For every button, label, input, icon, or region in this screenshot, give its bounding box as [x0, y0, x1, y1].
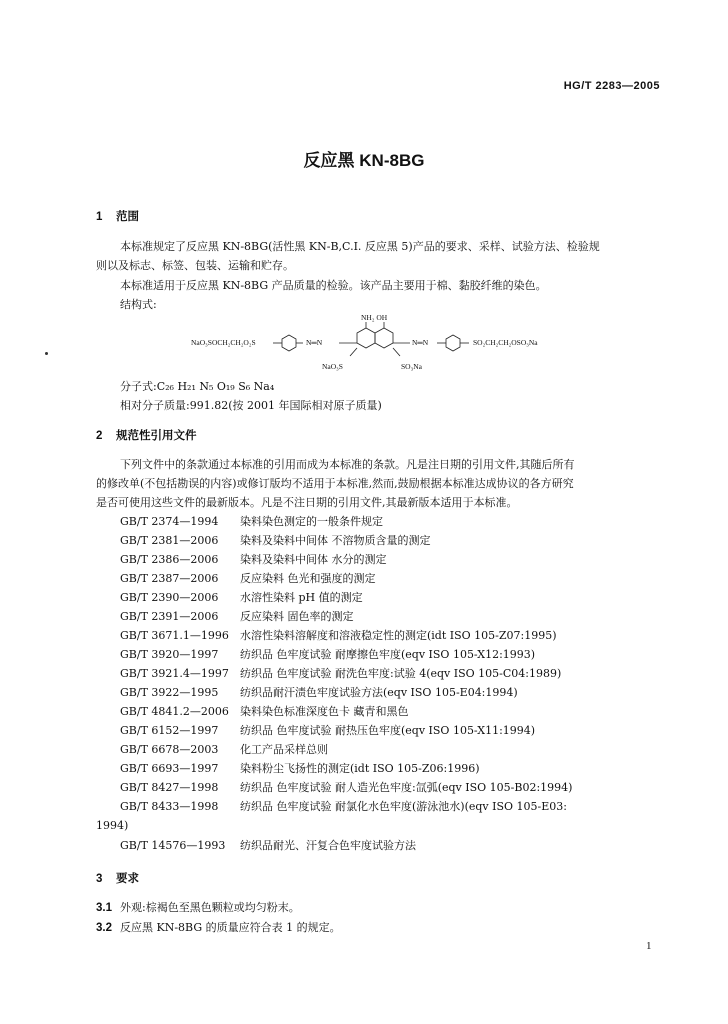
- paragraph: 下列文件中的条款通过本标准的引用而成为本标准的条款。凡是注日期的引用文件,其随后所有: [120, 458, 575, 471]
- section-number: 3: [96, 873, 103, 885]
- naphthalene-ring-b: [375, 328, 393, 348]
- paragraph: 的修改单(不包括勘误的内容)或修订版均不适用于本标准,然而,鼓励根据本标准达成协议的各方研究: [96, 477, 574, 490]
- top-group: NH₂ OH: [361, 313, 388, 322]
- reference-code: GB/T 2374—1994: [120, 515, 219, 528]
- reference-item: [120, 588, 363, 607]
- reference-title: 染料染色测定的一般条件规定: [240, 515, 383, 528]
- reference-title: 染料及染料中间体 水分的测定: [240, 553, 387, 566]
- left-group: NaO₃SOCH₂CH₂O₂S: [191, 338, 256, 347]
- reference-title: 染料染色标准深度色卡 藏青和黑色: [240, 705, 409, 718]
- benzene-ring-right: [446, 335, 460, 351]
- reference-item: [120, 626, 557, 645]
- reference-item: [120, 645, 535, 664]
- azo-bond-left: N═N: [306, 338, 323, 347]
- section-2-heading: [96, 427, 197, 443]
- benzene-ring-left: [282, 335, 296, 351]
- paragraph: 则以及标志、标签、包装、运输和贮存。: [96, 259, 294, 272]
- reference-title: 纺织品 色牢度试验 耐氯化水色牢度(游泳池水)(eqv ISO 105-E03:: [240, 800, 567, 813]
- reference-title: 水溶性染料 pH 值的测定: [240, 591, 363, 604]
- reference-code: GB/T 2386—2006: [120, 553, 219, 566]
- reference-code: GB/T 8427—1998: [120, 781, 219, 794]
- reference-item: [120, 797, 567, 816]
- reference-code: GB/T 3921.4—1997: [120, 667, 229, 680]
- bottom-right-group: SO₃Na: [401, 362, 422, 371]
- section-title: 要求: [116, 873, 139, 885]
- section-3-heading: [96, 870, 139, 886]
- bottom-left-group: NaO₃S: [322, 362, 343, 371]
- reference-title: 水溶性染料溶解度和溶液稳定性的测定(idt ISO 105-Z07:1995): [240, 629, 557, 642]
- reference-code: GB/T 8433—1998: [120, 800, 219, 813]
- section-title: 规范性引用文件: [116, 430, 197, 442]
- clause-number: 3.1: [96, 902, 112, 914]
- reference-title: 纺织品耐汗渍色牢度试验方法(eqv ISO 105-E04:1994): [240, 686, 518, 699]
- reference-code: GB/T 3671.1—1996: [120, 629, 229, 642]
- reference-code: GB/T 3922—1995: [120, 686, 219, 699]
- standard-number: HG/T 2283—2005: [563, 80, 660, 92]
- reference-item: [120, 607, 354, 626]
- reference-item: [120, 683, 518, 702]
- section-number: 2: [96, 430, 103, 442]
- reference-continuation: 1994): [96, 819, 129, 832]
- clause-text: 反应黑 KN-8BG 的质量应符合表 1 的规定。: [120, 921, 341, 934]
- reference-item: [120, 569, 376, 588]
- clause-number: 3.2: [96, 922, 112, 934]
- reference-item: [120, 836, 416, 855]
- paragraph: 是否可使用这些文件的最新版本。凡是不注日期的引用文件,其最新版本适用于本标准。: [96, 496, 518, 509]
- reference-code: GB/T 2387—2006: [120, 572, 219, 585]
- structure-label: 结构式:: [120, 298, 157, 311]
- reference-item: [120, 702, 409, 721]
- reference-title: 纺织品 色牢度试验 耐摩擦色牢度(eqv ISO 105-X12:1993): [240, 648, 536, 661]
- reference-title: 纺织品 色牢度试验 耐洗色牢度:试验 4(eqv ISO 105-C04:1989): [240, 667, 562, 680]
- reference-title: 纺织品 色牢度试验 耐热压色牢度(eqv ISO 105-X11:1994): [240, 724, 536, 737]
- reference-item: [120, 740, 328, 759]
- reference-code: GB/T 6693—1997: [120, 762, 219, 775]
- clause-text: 外观:棕褐色至黑色颗粒或均匀粉末。: [120, 901, 300, 914]
- paragraph: 本标准规定了反应黑 KN-8BG(活性黑 KN-B,C.I. 反应黑 5)产品的要求、采样、试验方法、检验规: [120, 240, 600, 253]
- clause-item: [96, 918, 341, 938]
- reference-item: [120, 778, 572, 797]
- reference-code: GB/T 2391—2006: [120, 610, 219, 623]
- structural-formula: [185, 310, 585, 380]
- reference-code: GB/T 14576—1993: [120, 839, 226, 852]
- reference-title: 染料粉尘飞扬性的测定(idt ISO 105-Z06:1996): [240, 762, 480, 775]
- reference-title: 化工产品采样总则: [240, 743, 328, 756]
- page-number: 1: [646, 940, 652, 952]
- reference-code: GB/T 3920—1997: [120, 648, 219, 661]
- section-1-heading: [96, 208, 139, 224]
- reference-item: [120, 759, 480, 778]
- reference-item: [120, 550, 387, 569]
- right-group: SO₂CH₂CH₂OSO₃Na: [473, 338, 538, 347]
- naphthalene-ring-a: [357, 328, 375, 348]
- scan-dot: [45, 352, 48, 355]
- reference-item: [120, 664, 561, 683]
- reference-code: GB/T 2390—2006: [120, 591, 219, 604]
- section-number: 1: [96, 211, 103, 223]
- reference-title: 纺织品耐光、汗复合色牢度试验方法: [240, 839, 416, 852]
- reference-item: [120, 721, 535, 740]
- paragraph: 本标准适用于反应黑 KN-8BG 产品质量的检验。该产品主要用于棉、黏胶纤维的染色。: [120, 279, 547, 292]
- reference-item: [120, 512, 383, 531]
- azo-bond-right: N═N: [412, 338, 429, 347]
- molecular-formula: 分子式:C₂₆ H₂₁ N₅ O₁₉ S₆ Na₄: [120, 380, 275, 393]
- clause-item: [96, 898, 300, 918]
- reference-code: GB/T 6678—2003: [120, 743, 219, 756]
- section-title: 范围: [116, 211, 139, 223]
- reference-title: 纺织品 色牢度试验 耐人造光色牢度:氙弧(eqv ISO 105-B02:1994): [240, 781, 573, 794]
- page-title: 反应黑 KN-8BG: [303, 151, 425, 170]
- reference-code: GB/T 4841.2—2006: [120, 705, 229, 718]
- molecular-mass: 相对分子质量:991.82(按 2001 年国际相对原子质量): [120, 399, 382, 412]
- reference-title: 染料及染料中间体 不溶物质含量的测定: [240, 534, 431, 547]
- reference-item: [120, 531, 431, 550]
- reference-code: GB/T 6152—1997: [120, 724, 219, 737]
- reference-title: 反应染料 固色率的测定: [240, 610, 354, 623]
- reference-title: 反应染料 色光和强度的测定: [240, 572, 376, 585]
- reference-code: GB/T 2381—2006: [120, 534, 219, 547]
